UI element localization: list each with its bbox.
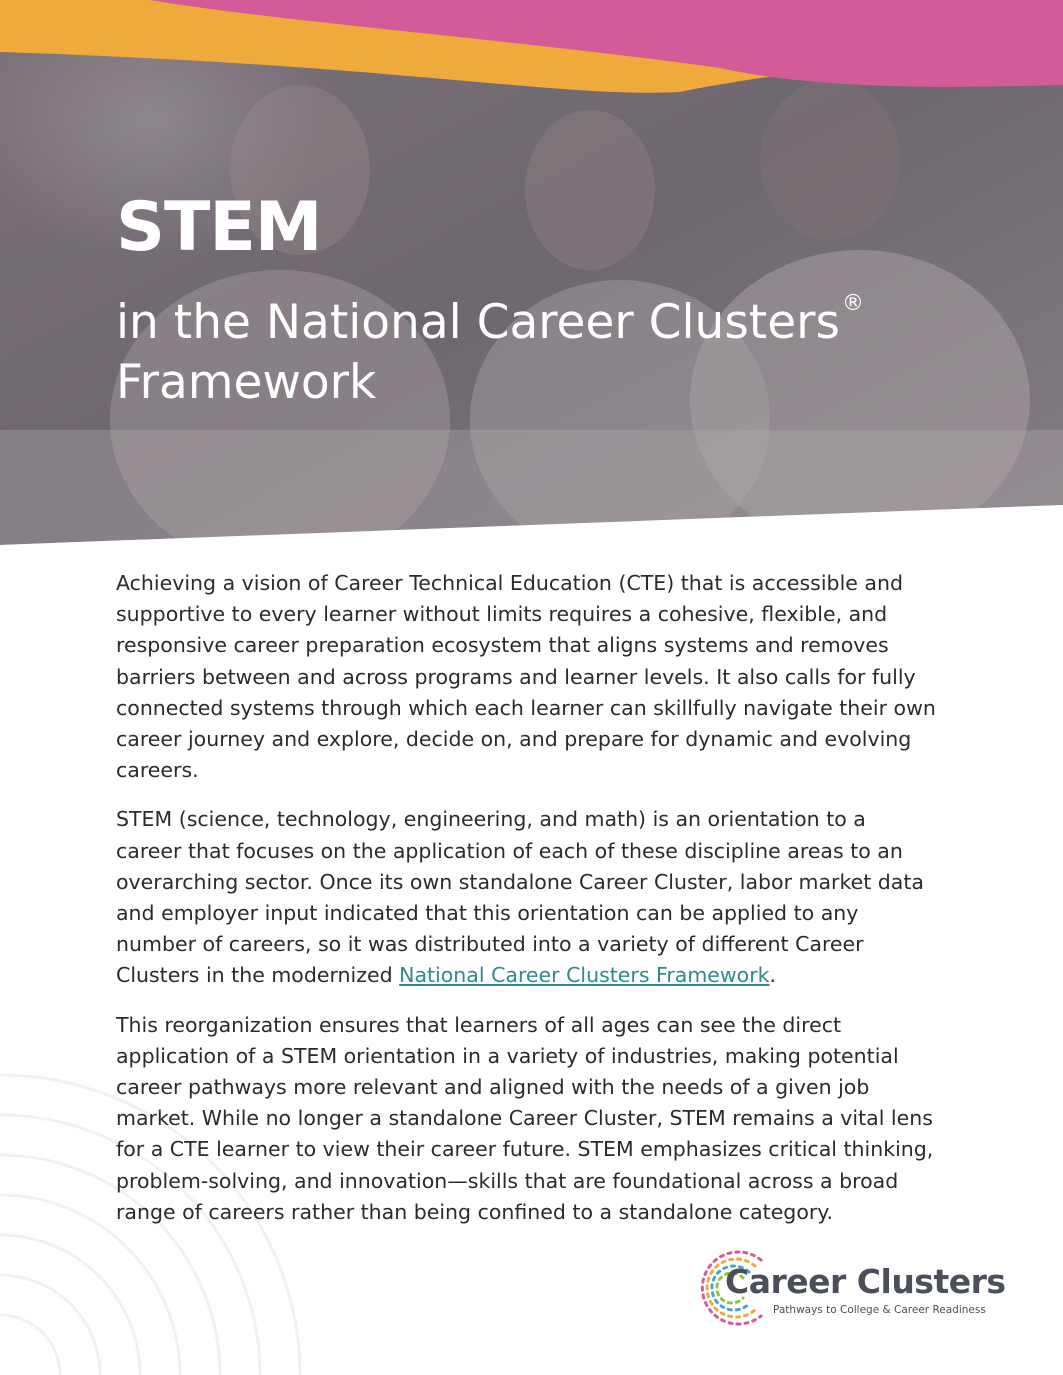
logo-tagline: Pathways to College & Career Readiness	[773, 1304, 986, 1316]
page-subtitle	[116, 274, 864, 413]
paragraph-2-text: STEM (science, technology, engineering, and math) is an orientation to a career that focuses on the application of each of these discipline areas to an overarching sector. Once its own standalone Career Cluster, labor market data and employer input indicated that this orientation can be applied to any number of careers, so it was distributed into a variety of different Career Clusters in the modernized	[116, 807, 924, 988]
hero-banner	[0, 0, 1063, 560]
paragraph-2	[116, 804, 936, 991]
paragraph-2-end: .	[769, 963, 777, 988]
career-clusters-logo	[695, 1242, 1015, 1332]
subtitle-line1: in the National Career Clusters	[116, 295, 840, 350]
paragraph-1: Achieving a vision of Career Technical Education (CTE) that is accessible and supportive to every learner without limits requires a cohesive, flexible, and responsive career preparation ecosystem that aligns systems and removes barriers between and across programs and learner levels. It also calls for fully connected systems through which each learner can skillfully navigate their own career journey and explore, decide on, and prepare for dynamic and evolving careers.	[116, 571, 936, 783]
logo-name: Career Clusters	[725, 1262, 1006, 1301]
title-block	[116, 188, 864, 413]
paragraph-3: This reorganization ensures that learners of all ages can see the direct application of a STEM orientation in a variety of industries, making potential career pathways more relevant and aligned with the needs of a given job market. While no longer a standalone Career Cluster, STEM remains a vital lens for a CTE learner to view their career future. STEM emphasizes critical thinking, problem-solving, and innovation—skills that are foundational across a broad range of careers rather than being confined to a standalone category.	[116, 1012, 934, 1224]
framework-link[interactable]: National Career Clusters Framework	[399, 963, 770, 988]
body-content	[116, 568, 936, 1246]
registered-mark: ®	[841, 291, 864, 316]
subtitle-line2: Framework	[116, 355, 377, 410]
page-title: STEM	[116, 188, 322, 267]
